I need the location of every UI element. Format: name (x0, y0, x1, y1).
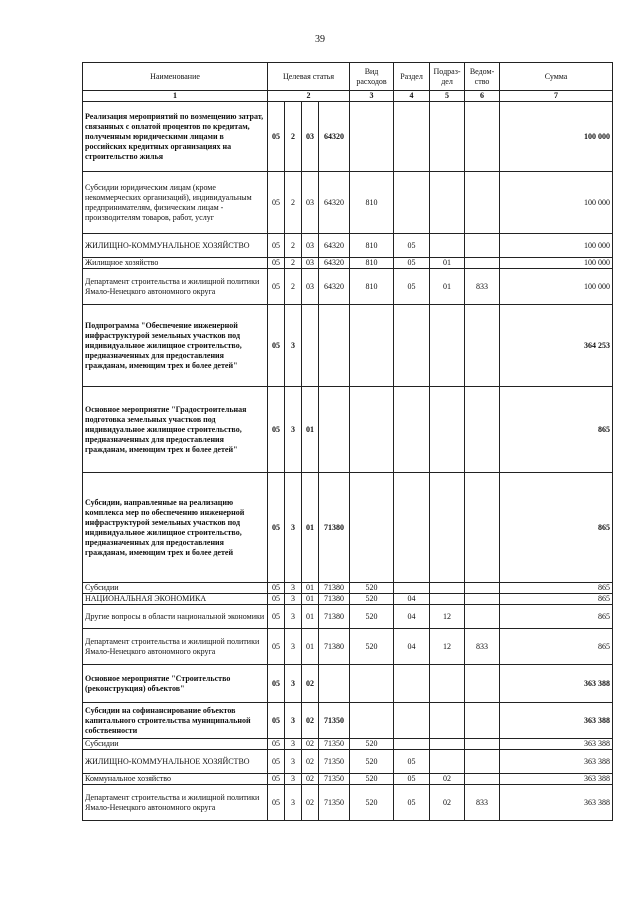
header-summa: Сумма (500, 63, 613, 91)
table-row (83, 605, 613, 629)
cell-razdel: 05 (394, 750, 430, 774)
cell-podrazdel (430, 102, 465, 172)
code-event: 03 (302, 172, 319, 234)
code-program: 05 (268, 102, 285, 172)
code-subprogram: 2 (285, 234, 302, 258)
code-direction (319, 665, 350, 703)
code-subprogram: 3 (285, 629, 302, 665)
cell-vid: 520 (350, 774, 394, 785)
code-program: 05 (268, 473, 285, 583)
cell-vid: 520 (350, 750, 394, 774)
cell-vid (350, 305, 394, 387)
cell-vedomstvo (465, 258, 500, 269)
table-row (83, 258, 613, 269)
cell-vid: 520 (350, 583, 394, 594)
header-num-6: 6 (465, 91, 500, 102)
cell-razdel: 05 (394, 774, 430, 785)
cell-vedomstvo: 833 (465, 629, 500, 665)
cell-razdel: 05 (394, 269, 430, 305)
cell-razdel (394, 172, 430, 234)
cell-razdel (394, 739, 430, 750)
code-program: 05 (268, 629, 285, 665)
cell-razdel: 04 (394, 605, 430, 629)
code-program: 05 (268, 387, 285, 473)
cell-sum: 363 388 (500, 739, 613, 750)
code-direction: 71350 (319, 785, 350, 821)
row-name: Субсидии, направленные на реализацию комплекса мер по обеспечению инженерной инфраструктурой земельных участков под индивидуальное жилищное строительство, предназначенных для предоставления гражданам, имеющим трех и более детей (83, 473, 268, 583)
code-event: 02 (302, 774, 319, 785)
code-event: 01 (302, 629, 319, 665)
cell-razdel: 05 (394, 785, 430, 821)
header-podrazdel: Подраз-дел (430, 63, 465, 91)
cell-razdel (394, 305, 430, 387)
table-row (83, 234, 613, 258)
cell-vedomstvo (465, 102, 500, 172)
cell-podrazdel (430, 703, 465, 739)
cell-razdel (394, 473, 430, 583)
code-program: 05 (268, 269, 285, 305)
code-subprogram: 3 (285, 473, 302, 583)
row-name: Департамент строительства и жилищной политики Ямало-Ненецкого автономного округа (83, 629, 268, 665)
code-event: 02 (302, 665, 319, 703)
cell-razdel: 05 (394, 234, 430, 258)
code-direction: 64320 (319, 258, 350, 269)
cell-vedomstvo (465, 665, 500, 703)
code-subprogram: 3 (285, 703, 302, 739)
row-name: Жилищное хозяйство (83, 258, 268, 269)
cell-sum: 100 000 (500, 258, 613, 269)
cell-razdel: 04 (394, 629, 430, 665)
cell-sum: 363 388 (500, 750, 613, 774)
table-row (83, 102, 613, 172)
code-direction (319, 387, 350, 473)
cell-razdel (394, 102, 430, 172)
cell-vedomstvo (465, 703, 500, 739)
table-row (83, 629, 613, 665)
cell-sum: 363 388 (500, 703, 613, 739)
cell-vid: 810 (350, 172, 394, 234)
code-direction: 64320 (319, 172, 350, 234)
cell-vedomstvo (465, 172, 500, 234)
cell-vedomstvo (465, 583, 500, 594)
row-name: Субсидии (83, 583, 268, 594)
code-event (302, 305, 319, 387)
header-number-row (83, 91, 613, 102)
cell-vedomstvo: 833 (465, 269, 500, 305)
cell-podrazdel: 02 (430, 785, 465, 821)
code-subprogram: 3 (285, 750, 302, 774)
code-program: 05 (268, 739, 285, 750)
cell-podrazdel: 01 (430, 258, 465, 269)
cell-podrazdel (430, 387, 465, 473)
code-event: 03 (302, 234, 319, 258)
header-row (83, 63, 613, 91)
cell-sum: 865 (500, 583, 613, 594)
row-name: Субсидии юридическим лицам (кроме некоммерческих организаций), индивидуальным предпринимателям, физическим лицам - производителям товаров, работ, услуг (83, 172, 268, 234)
cell-vid (350, 665, 394, 703)
cell-vedomstvo (465, 774, 500, 785)
row-name: Субсидии на софинансирование объектов капитального строительства муниципальной собственности (83, 703, 268, 739)
cell-podrazdel (430, 234, 465, 258)
cell-podrazdel: 12 (430, 629, 465, 665)
header-vedomstvo: Ведом-ство (465, 63, 500, 91)
code-direction: 71380 (319, 629, 350, 665)
cell-vid: 810 (350, 234, 394, 258)
table-row (83, 750, 613, 774)
cell-sum: 865 (500, 594, 613, 605)
cell-vedomstvo (465, 305, 500, 387)
cell-razdel (394, 703, 430, 739)
cell-vid (350, 703, 394, 739)
cell-podrazdel (430, 594, 465, 605)
code-subprogram: 3 (285, 739, 302, 750)
cell-podrazdel (430, 739, 465, 750)
code-event: 02 (302, 739, 319, 750)
code-event: 03 (302, 269, 319, 305)
code-direction: 71380 (319, 583, 350, 594)
table-row (83, 269, 613, 305)
header-razdel: Раздел (394, 63, 430, 91)
header-num-5: 5 (430, 91, 465, 102)
code-event: 01 (302, 387, 319, 473)
table-row (83, 594, 613, 605)
code-direction (319, 305, 350, 387)
row-name: Департамент строительства и жилищной политики Ямало-Ненецкого автономного округа (83, 785, 268, 821)
cell-vid (350, 473, 394, 583)
cell-sum: 363 388 (500, 774, 613, 785)
row-name: Реализация мероприятий по возмещению затрат, связанных с оплатой процентов по кредитам, полученным юридическими лицами в российских кредитных организациях на строительство жилья (83, 102, 268, 172)
budget-table (82, 62, 613, 821)
cell-vid: 520 (350, 629, 394, 665)
code-subprogram: 3 (285, 583, 302, 594)
cell-razdel (394, 583, 430, 594)
code-subprogram: 2 (285, 102, 302, 172)
code-program: 05 (268, 750, 285, 774)
code-subprogram: 3 (285, 665, 302, 703)
cell-podrazdel: 01 (430, 269, 465, 305)
cell-sum: 100 000 (500, 102, 613, 172)
code-subprogram: 3 (285, 305, 302, 387)
cell-razdel (394, 387, 430, 473)
cell-razdel: 05 (394, 258, 430, 269)
header-num-4: 4 (394, 91, 430, 102)
row-name: Основное мероприятие "Градостроительная подготовка земельных участков под индивидуальное жилищное строительство, предназначенных для предоставления гражданам, имеющим трех и более детей" (83, 387, 268, 473)
row-name: Подпрограмма "Обеспечение инженерной инфраструктурой земельных участков под индивидуальное жилищное строительство, предназначенных для предоставления гражданам, имеющим трех и более детей" (83, 305, 268, 387)
cell-sum: 865 (500, 387, 613, 473)
code-program: 05 (268, 665, 285, 703)
cell-podrazdel (430, 473, 465, 583)
code-direction: 71380 (319, 594, 350, 605)
row-name: ЖИЛИЩНО-КОММУНАЛЬНОЕ ХОЗЯЙСТВО (83, 750, 268, 774)
cell-sum: 865 (500, 473, 613, 583)
code-program: 05 (268, 583, 285, 594)
code-direction: 71350 (319, 750, 350, 774)
cell-razdel (394, 665, 430, 703)
cell-vid: 810 (350, 258, 394, 269)
table-row (83, 387, 613, 473)
code-event: 02 (302, 703, 319, 739)
table-row (83, 305, 613, 387)
cell-podrazdel (430, 305, 465, 387)
cell-podrazdel: 12 (430, 605, 465, 629)
cell-sum: 100 000 (500, 234, 613, 258)
cell-vedomstvo (465, 594, 500, 605)
code-subprogram: 3 (285, 605, 302, 629)
row-name: Департамент строительства и жилищной политики Ямало-Ненецкого автономного округа (83, 269, 268, 305)
header-num-2: 2 (268, 91, 350, 102)
cell-vid: 520 (350, 605, 394, 629)
cell-vid: 520 (350, 739, 394, 750)
code-subprogram: 2 (285, 172, 302, 234)
cell-sum: 363 388 (500, 665, 613, 703)
code-direction: 71350 (319, 774, 350, 785)
code-program: 05 (268, 172, 285, 234)
code-subprogram: 3 (285, 774, 302, 785)
code-program: 05 (268, 785, 285, 821)
page-number: 39 (315, 34, 325, 45)
row-name: ЖИЛИЩНО-КОММУНАЛЬНОЕ ХОЗЯЙСТВО (83, 234, 268, 258)
code-program: 05 (268, 594, 285, 605)
cell-vedomstvo: 833 (465, 785, 500, 821)
code-program: 05 (268, 305, 285, 387)
code-direction: 71380 (319, 605, 350, 629)
code-event: 03 (302, 102, 319, 172)
header-name: Наименование (83, 63, 268, 91)
table-row (83, 665, 613, 703)
code-program: 05 (268, 258, 285, 269)
code-direction: 64320 (319, 234, 350, 258)
cell-vid (350, 102, 394, 172)
cell-vedomstvo (465, 739, 500, 750)
cell-vedomstvo (465, 387, 500, 473)
code-program: 05 (268, 774, 285, 785)
cell-sum: 364 253 (500, 305, 613, 387)
cell-podrazdel (430, 172, 465, 234)
table-row (83, 739, 613, 750)
cell-sum: 363 388 (500, 785, 613, 821)
header-num-3: 3 (350, 91, 394, 102)
row-name: Другие вопросы в области национальной экономики (83, 605, 268, 629)
code-direction: 64320 (319, 269, 350, 305)
code-subprogram: 3 (285, 387, 302, 473)
cell-vedomstvo (465, 234, 500, 258)
code-direction: 71350 (319, 703, 350, 739)
code-subprogram: 3 (285, 785, 302, 821)
table-row (83, 473, 613, 583)
cell-sum: 100 000 (500, 172, 613, 234)
code-direction: 64320 (319, 102, 350, 172)
cell-podrazdel (430, 665, 465, 703)
cell-podrazdel: 02 (430, 774, 465, 785)
header-num-7: 7 (500, 91, 613, 102)
table-row (83, 583, 613, 594)
code-subprogram: 3 (285, 594, 302, 605)
cell-sum: 865 (500, 605, 613, 629)
code-event: 01 (302, 473, 319, 583)
code-direction: 71350 (319, 739, 350, 750)
cell-vedomstvo (465, 473, 500, 583)
code-subprogram: 2 (285, 269, 302, 305)
code-event: 02 (302, 785, 319, 821)
cell-vedomstvo (465, 750, 500, 774)
code-event: 03 (302, 258, 319, 269)
code-program: 05 (268, 234, 285, 258)
cell-vid (350, 387, 394, 473)
code-subprogram: 2 (285, 258, 302, 269)
header-num-1: 1 (83, 91, 268, 102)
code-event: 01 (302, 594, 319, 605)
header-target: Целевая статья (268, 63, 350, 91)
table-row (83, 785, 613, 821)
cell-razdel: 04 (394, 594, 430, 605)
cell-sum: 865 (500, 629, 613, 665)
header-vid: Вид расходов (350, 63, 394, 91)
row-name: Коммунальное хозяйство (83, 774, 268, 785)
cell-vid: 810 (350, 269, 394, 305)
code-event: 02 (302, 750, 319, 774)
code-event: 01 (302, 583, 319, 594)
code-event: 01 (302, 605, 319, 629)
cell-vid: 520 (350, 594, 394, 605)
code-program: 05 (268, 605, 285, 629)
cell-podrazdel (430, 583, 465, 594)
code-program: 05 (268, 703, 285, 739)
cell-vid: 520 (350, 785, 394, 821)
cell-podrazdel (430, 750, 465, 774)
table-row (83, 703, 613, 739)
table-row (83, 172, 613, 234)
table-row (83, 774, 613, 785)
row-name: НАЦИОНАЛЬНАЯ ЭКОНОМИКА (83, 594, 268, 605)
cell-sum: 100 000 (500, 269, 613, 305)
row-name: Субсидии (83, 739, 268, 750)
cell-vedomstvo (465, 605, 500, 629)
code-direction: 71380 (319, 473, 350, 583)
row-name: Основное мероприятие "Строительство (реконструкция) объектов" (83, 665, 268, 703)
